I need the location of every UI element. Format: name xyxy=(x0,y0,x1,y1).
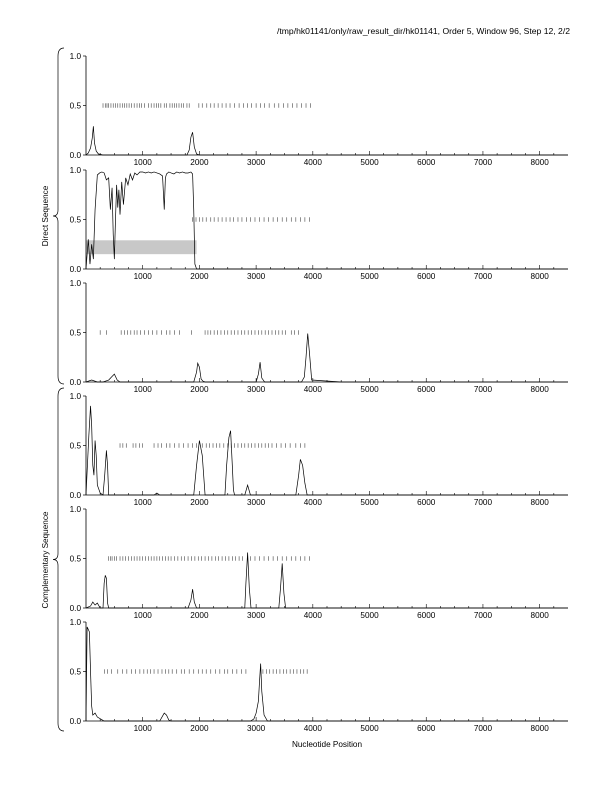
x-tick-label: 5000 xyxy=(360,611,379,620)
data-line xyxy=(86,553,568,608)
x-tick-label: 7000 xyxy=(473,724,493,733)
y-tick-label: 1.0 xyxy=(69,279,81,288)
x-tick-label: 6000 xyxy=(417,158,436,167)
x-tick-label: 8000 xyxy=(530,385,549,394)
panel-2 xyxy=(70,166,568,281)
x-tick-label: 3000 xyxy=(247,611,266,620)
y-tick-label: 1.0 xyxy=(69,52,81,61)
x-tick-label: 4000 xyxy=(303,272,322,281)
x-tick-label: 4000 xyxy=(303,158,322,167)
y-tick-label: 0.5 xyxy=(69,554,81,564)
data-line xyxy=(86,333,568,382)
y-tick-label: 0.5 xyxy=(69,101,81,111)
y-tick-label: 0.0 xyxy=(69,604,81,613)
x-tick-label: 6000 xyxy=(417,611,436,620)
x-tick-label: 2000 xyxy=(190,385,209,394)
x-tick-label: 1000 xyxy=(133,724,152,733)
data-line xyxy=(86,172,568,269)
x-tick-label: 7000 xyxy=(473,385,493,394)
x-tick-label: 3000 xyxy=(247,272,266,281)
x-tick-label: 1000 xyxy=(133,158,152,167)
x-tick-label: 1000 xyxy=(133,385,152,394)
x-tick-label: 2000 xyxy=(190,498,209,507)
y-tick-label: 0.5 xyxy=(69,328,81,338)
data-line xyxy=(86,126,568,155)
x-tick-label: 6000 xyxy=(417,498,436,507)
x-tick-label: 5000 xyxy=(360,498,379,507)
x-tick-label: 4000 xyxy=(303,498,322,507)
panel-4 xyxy=(70,392,568,507)
y-tick-label: 0.5 xyxy=(69,441,81,451)
x-tick-label: 8000 xyxy=(530,611,549,620)
x-tick-label: 4000 xyxy=(303,611,322,620)
complementary-sequence-label: Complementary Sequence xyxy=(41,511,50,609)
x-tick-label: 5000 xyxy=(360,272,379,281)
x-tick-label: 3000 xyxy=(247,724,266,733)
y-tick-label: 1.0 xyxy=(69,505,81,514)
x-tick-label: 3000 xyxy=(247,498,266,507)
x-tick-label: 5000 xyxy=(360,724,379,733)
y-tick-label: 0.0 xyxy=(69,265,81,274)
x-tick-label: 5000 xyxy=(360,158,379,167)
data-line xyxy=(86,406,568,495)
x-tick-label: 6000 xyxy=(417,724,436,733)
y-tick-label: 0.0 xyxy=(69,717,81,726)
x-tick-label: 3000 xyxy=(247,385,266,394)
y-tick-label: 0.5 xyxy=(69,215,81,225)
x-tick-label: 1000 xyxy=(133,272,152,281)
highlight-band xyxy=(86,240,197,254)
complementary-group-brace xyxy=(53,388,64,731)
panel-1 xyxy=(70,52,568,167)
data-line xyxy=(86,627,568,721)
y-tick-label: 1.0 xyxy=(69,392,81,401)
y-tick-label: 0.0 xyxy=(69,151,81,160)
x-tick-label: 1000 xyxy=(133,498,152,507)
figure-header: /tmp/hk01141/only/raw_result_dir/hk01141, Order 5, Window 96, Step 12, 2/2 xyxy=(277,26,570,36)
x-tick-label: 3000 xyxy=(247,158,266,167)
x-tick-label: 1000 xyxy=(133,611,152,620)
x-tick-label: 2000 xyxy=(190,724,209,733)
x-tick-label: 8000 xyxy=(530,724,549,733)
direct-group-brace xyxy=(53,48,64,384)
x-tick-label: 6000 xyxy=(417,385,436,394)
y-tick-label: 0.0 xyxy=(69,491,81,500)
x-tick-label: 7000 xyxy=(473,158,493,167)
x-tick-label: 6000 xyxy=(417,272,436,281)
y-tick-label: 0.5 xyxy=(69,667,81,677)
y-tick-label: 1.0 xyxy=(69,618,81,627)
x-tick-label: 4000 xyxy=(303,385,322,394)
x-tick-label: 2000 xyxy=(190,272,209,281)
x-tick-label: 8000 xyxy=(530,158,549,167)
x-tick-label: 7000 xyxy=(473,498,493,507)
x-tick-label: 8000 xyxy=(530,498,549,507)
x-tick-label: 7000 xyxy=(473,272,493,281)
x-tick-label: 4000 xyxy=(303,724,322,733)
x-tick-label: 8000 xyxy=(530,272,549,281)
x-tick-label: 2000 xyxy=(190,611,209,620)
y-tick-label: 0.0 xyxy=(69,378,81,387)
panel-6 xyxy=(70,618,568,733)
x-axis-label: Nucleotide Position xyxy=(291,740,363,749)
panel-5 xyxy=(70,505,568,620)
x-tick-label: 7000 xyxy=(473,611,493,620)
y-tick-label: 1.0 xyxy=(69,166,81,175)
panel-3 xyxy=(70,279,568,394)
direct-sequence-label: Direct Sequence xyxy=(41,185,50,247)
x-tick-label: 2000 xyxy=(190,158,209,167)
x-tick-label: 5000 xyxy=(360,385,379,394)
